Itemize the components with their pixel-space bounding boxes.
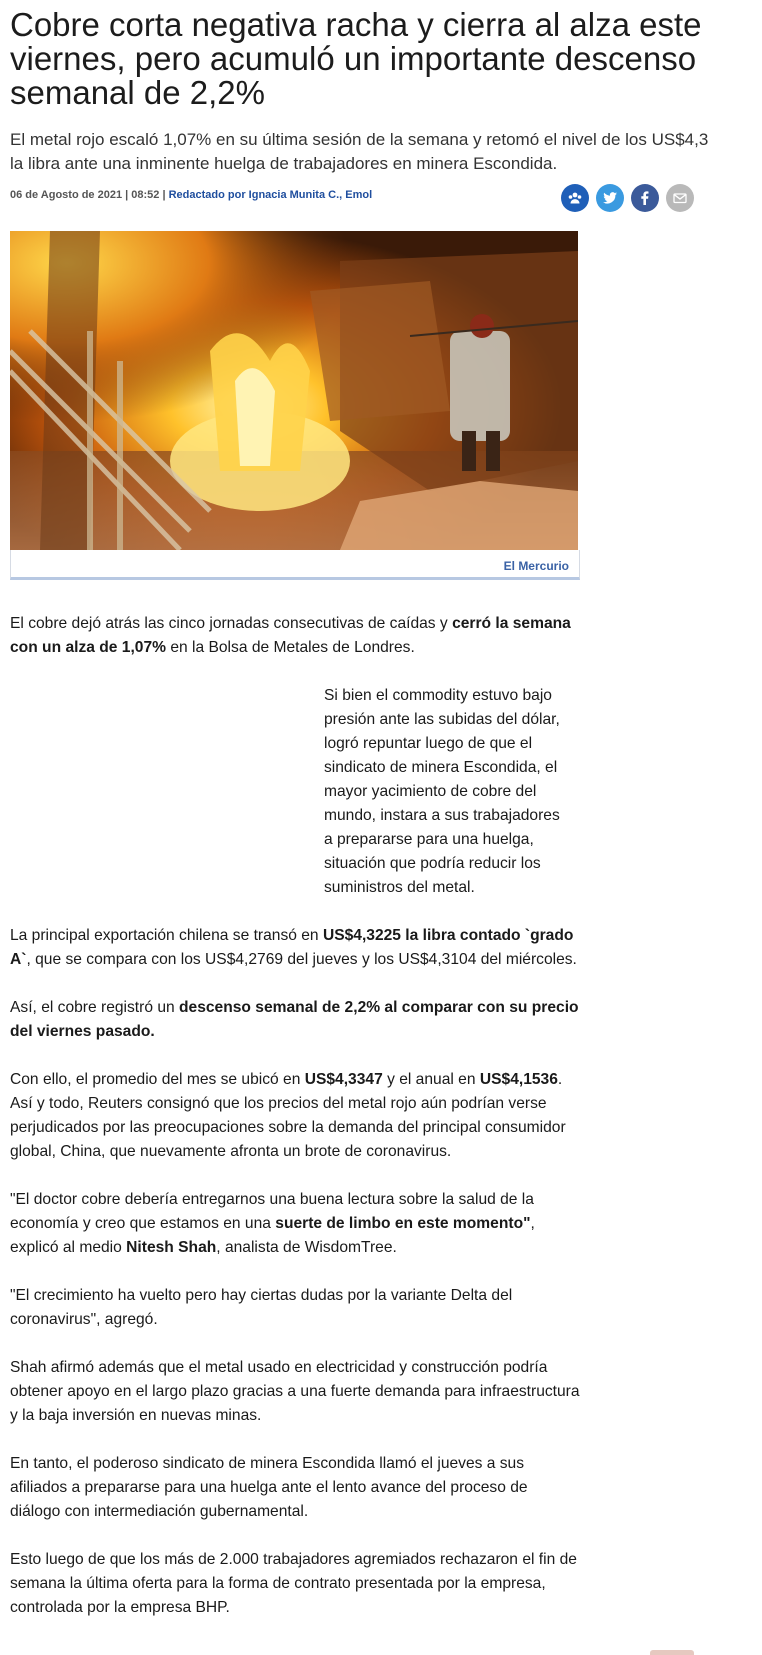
community-icon [567, 190, 583, 206]
paragraph: "El crecimiento ha vuelto pero hay ciertas dudas por la variante Delta del coronavirus", agregó. [10, 1287, 513, 1328]
paragraph: La principal exportación chilena se transó en US$4,3225 la libra contado `grado A`, que se compara con los US$4,2769 del jueves y los US$4,3104 del miércoles. [10, 927, 577, 968]
subtitle-line-2: la libra ante una inminente huelga de trabajadores en minera Escondida. [10, 154, 558, 173]
community-share-button[interactable] [561, 184, 589, 212]
copper-smelting-photo [10, 231, 578, 550]
paragraph: Esto luego de que los más de 2.000 trabajadores agremiados rechazaron el fin de semana la última oferta para la forma de contrato presentada por la empresa, controlada por la empresa BHP. [10, 1551, 577, 1616]
paragraph: Con ello, el promedio del mes se ubicó en US$4,3347 y el anual en US$4,1536. Así y todo, Reuters consignó que los precios del metal rojo aún podrían verse perjudicados por las preocupaciones sobre la demanda del principal consumidor global, China, que nuevamente afronta un brote de coronavirus. [10, 1071, 566, 1160]
author-link[interactable]: Redactado por Ignacia Munita C., Emol [168, 189, 373, 201]
facebook-share-button[interactable] [631, 184, 659, 212]
aside-paragraph: Si bien el commodity estuvo bajo presión ante las subidas del dólar, logró repuntar luego de que el sindicato de minera Escondida, el mayor yacimiento de cobre del mundo, instara a sus trabajadores a prepararse para una huelga, situación que podría reducir los suministros del metal. [324, 687, 560, 896]
email-icon [672, 190, 688, 206]
email-share-button[interactable] [666, 184, 694, 212]
publish-date: 06 de Agosto de 2021 | 08:52 | [10, 189, 166, 201]
paragraph: El cobre dejó atrás las cinco jornadas consecutivas de caídas y cerró la semana con un alza de 1,07% en la Bolsa de Metales de Londres. [10, 615, 571, 656]
share-bar [561, 184, 694, 212]
article-body [10, 612, 580, 1644]
ad-corner [650, 1650, 694, 1655]
article-subtitle [10, 128, 762, 176]
twitter-share-button[interactable] [596, 184, 624, 212]
paragraph: En tanto, el poderoso sindicato de minera Escondida llamó el jueves a sus afiliados a prepararse para una huelga ante el lento avance del proceso de diálogo con intermediación gubernamental. [10, 1455, 528, 1520]
paragraph: "El doctor cobre debería entregarnos una buena lectura sobre la salud de la economía y creo que estamos en una suerte de limbo en este momento", explicó al medio Nitesh Shah, analista de WisdomTree. [10, 1191, 535, 1256]
subtitle-line-1: El metal rojo escaló 1,07% en su última sesión de la semana y retomó el nivel de los US$4,3 [10, 130, 709, 149]
facebook-icon [637, 190, 653, 206]
paragraph: Así, el cobre registró un descenso semanal de 2,2% al comparar con su precio del viernes pasado. [10, 999, 579, 1040]
article-photo [10, 231, 578, 550]
byline [10, 189, 372, 201]
article-title: Cobre corta negativa racha y cierra al alza este viernes, pero acumuló un importante descenso semanal de 2,2% [10, 6, 702, 111]
twitter-icon [602, 190, 618, 206]
photo-caption: El Mercurio [503, 559, 569, 573]
paragraph: Shah afirmó además que el metal usado en electricidad y construcción podría obtener apoyo en el largo plazo gracias a una fuerte demanda para infraestructura y la baja inversión en nuevas minas. [10, 1359, 580, 1424]
photo-caption-box [10, 550, 580, 580]
